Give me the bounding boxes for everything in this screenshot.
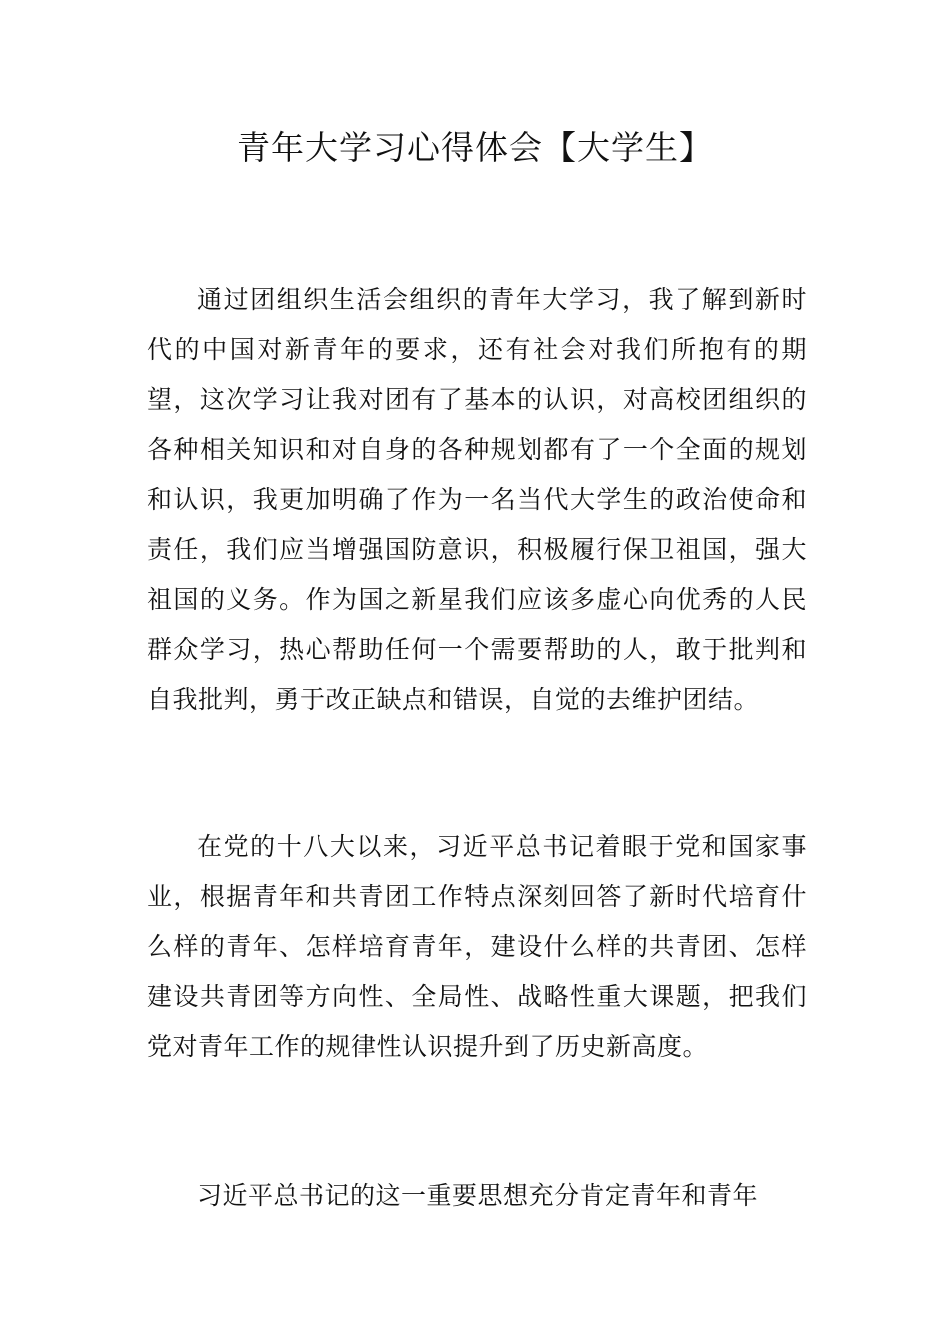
document-title: 青年大学习心得体会【大学生】	[237, 128, 713, 167]
paragraph-1: 通过团组织生活会组织的青年大学习，我了解到新时代的中国对新青年的要求，还有社会对我们所抱有的期望，这次学习让我对团有了基本的认识，对高校团组织的各种相关知识和对自身的各种规划都有了一个全面的规划和认识，我更加明确了作为一名当代大学生的政治使命和责任，我们应当增强国防意识，积极履行保卫祖国，强大祖国的义务。作为国之新星我们应该多虚心向优秀的人民群众学习，热心帮助任何一个需要帮助的人，敢于批判和自我批判，勇于改正缺点和错误，自觉的去维护团结。	[147, 285, 807, 714]
paragraph-2: 在党的十八大以来，习近平总书记着眼于党和国家事业，根据青年和共青团工作特点深刻回答了新时代培育什么样的青年、怎样培育青年，建设什么样的共青团、怎样建设共青团等方向性、全局性、战略性重大课题，把我们党对青年工作的规律性认识提升到了历史新高度。	[147, 832, 807, 1061]
paragraph-3: 习近平总书记的这一重要思想充分肯定青年和青年	[197, 1181, 759, 1210]
